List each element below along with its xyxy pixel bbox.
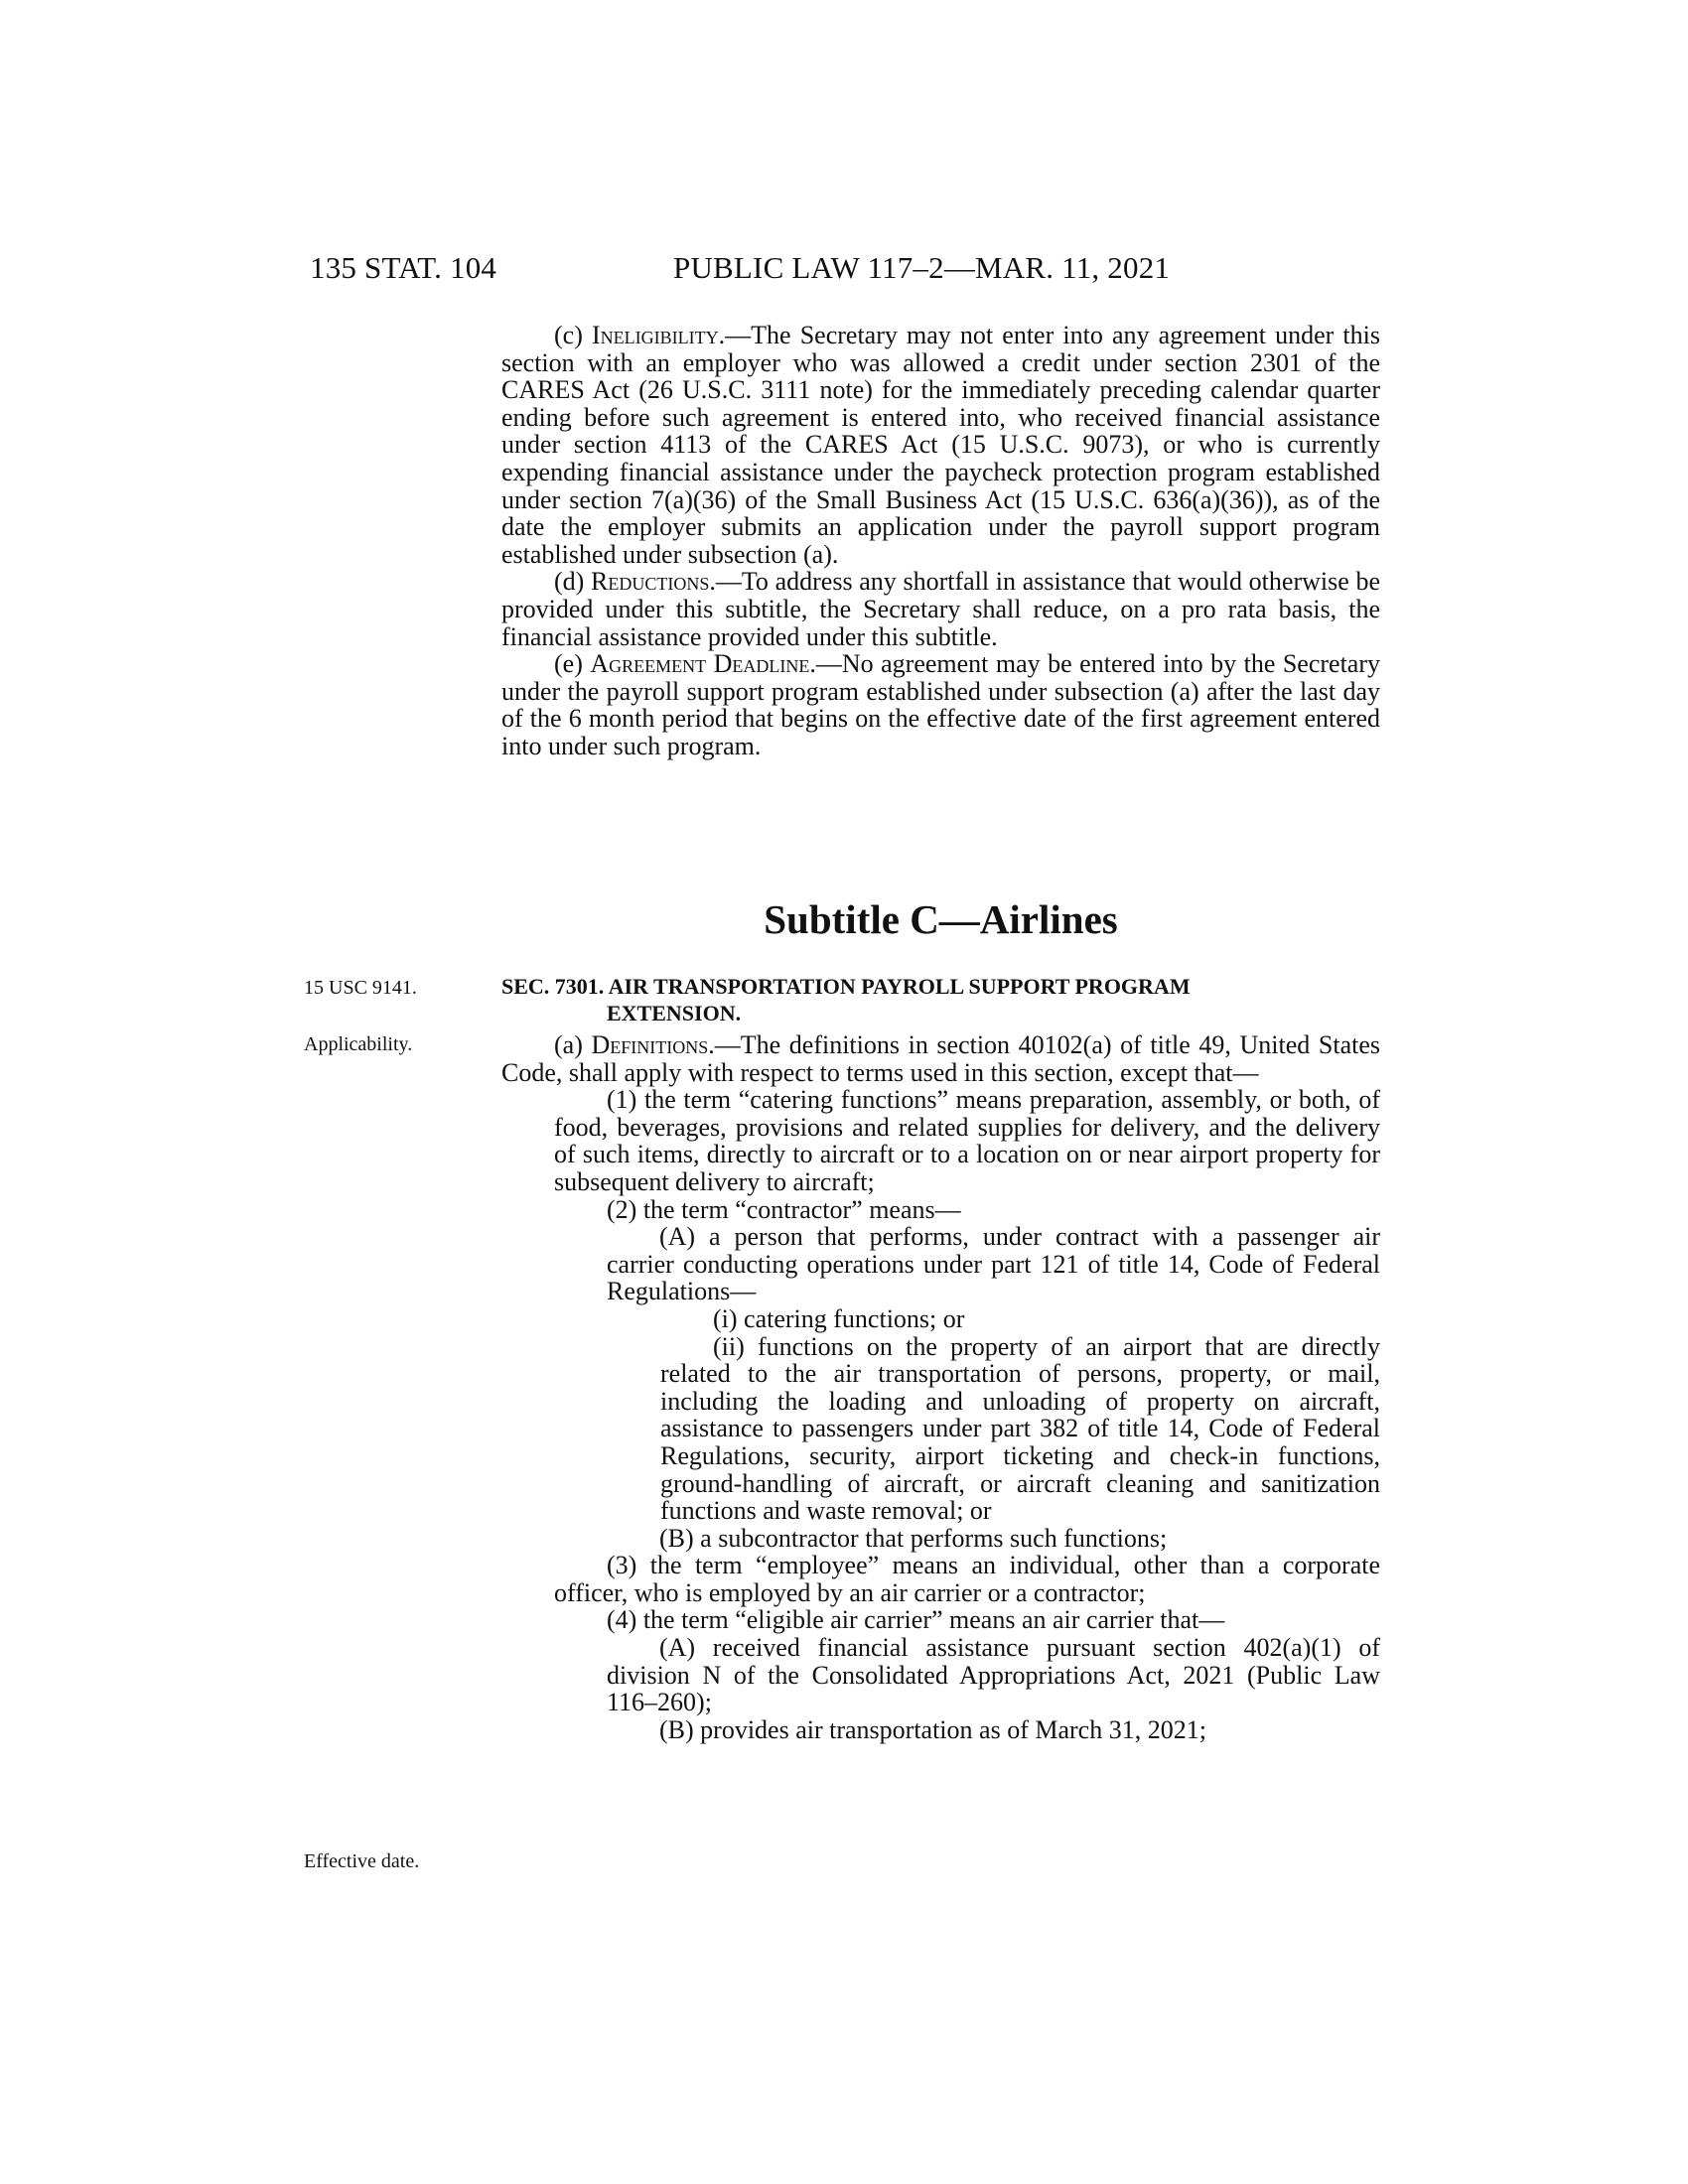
- section-heading-line2: EXTENSION.: [607, 1001, 742, 1025]
- section-heading-line1: SEC. 7301. AIR TRANSPORTATION PAYROLL SUPPORT PROGRAM: [501, 974, 1191, 999]
- paragraph-2-A: (A) a person that performs, under contract with a passenger air carrier conducting operations under part 121 of title 14, Code of Federal Regulations—: [607, 1222, 1380, 1306]
- paragraph-2-A-ii: (ii) functions on the property of an airport that are directly related to the air transportation of persons, property, or mail, including the loading and unloading of property on aircraft, assistance to passengers under part 382 of title 14, Code of Federal Regulations, security, airport ticketing and check-in functions, ground-handling of aircraft, or aircraft cleaning and sanitization functions and waste removal; or: [660, 1331, 1380, 1526]
- heading-ineligibility: Ineligibility: [592, 321, 719, 349]
- running-header-title: PUBLIC LAW 117–2—MAR. 11, 2021: [673, 250, 1171, 285]
- paragraph-4-A: (A) received financial assistance pursuant section 402(a)(1) of division N of the Consolidated Appropriations Act, 2021 (Public Law 116–260);: [607, 1633, 1380, 1717]
- heading-reductions: Reductions: [591, 567, 710, 597]
- paragraph-2: (2) the term “contractor” means—: [607, 1194, 961, 1224]
- heading-agreement-deadline: Agreement Deadline: [590, 649, 810, 679]
- paragraph-2-A-i: (i) catering functions; or: [713, 1303, 965, 1333]
- paragraph-2-B: (B) a subcontractor that performs such functions;: [659, 1523, 1168, 1553]
- paragraph-1: (1) the term “catering functions” means preparation, assembly, or both, of food, beverages, provisions and related supplies for delivery, and the delivery of such items, directly to aircraft or to a location on or near airport property for subsequent delivery to aircraft;: [554, 1085, 1380, 1196]
- paragraph-d: (d) Reductions.—To address any shortfall in assistance that would otherwise be provided under this subtitle, the Secretary shall reduce, on a pro rata basis, the financial assistance provided under this subtitle.: [501, 567, 1380, 651]
- margin-note-applicability: Applicability.: [304, 1033, 413, 1055]
- paragraph-4-B: (B) provides air transportation as of March 31, 2021;: [659, 1714, 1206, 1744]
- paragraph-4: (4) the term “eligible air carrier” means an air carrier that—: [607, 1605, 1225, 1635]
- statute-page-number: 135 STAT. 104: [310, 250, 497, 285]
- margin-note-effective-date: Effective date.: [304, 1850, 420, 1872]
- margin-note-usc: 15 USC 9141.: [304, 977, 417, 999]
- paragraph-c: (c) Ineligibility.—The Secretary may not enter into any agreement under this section with an employer who was allowed a credit under section 2301 of the CARES Act (26 U.S.C. 3111 note) for the immediately preceding calendar quarter ending before such agreement is entered into, who received financial assistance under section 4113 of the CARES Act (15 U.S.C. 9073), or who is currently expending financial assistance under the paycheck protection program established under section 7(a)(36) of the Small Business Act (15 U.S.C. 636(a)(36)), as of the date the employer submits an application under the payroll support program established under subsection (a).: [501, 321, 1380, 569]
- paragraph-a: (a) Definitions.—The definitions in section 40102(a) of title 49, United States Code, shall apply with respect to terms used in this section, except that—: [501, 1030, 1380, 1087]
- subsections-c-to-e: [501, 322, 1380, 760]
- heading-definitions: Definitions: [591, 1030, 709, 1059]
- section-heading: [501, 973, 1380, 1026]
- subtitle-heading: Subtitle C—Airlines: [764, 896, 1118, 942]
- paragraph-e: (e) Agreement Deadline.—No agreement may be entered into by the Secretary under the payroll support program established under subsection (a) after the last day of the 6 month period that begins on the effective date of the first agreement entered into under such program.: [501, 649, 1381, 760]
- paragraph-3: (3) the term “employee” means an individual, other than a corporate officer, who is employed by an air carrier or a contractor;: [554, 1551, 1380, 1607]
- section-7301-body: [501, 1031, 1380, 1743]
